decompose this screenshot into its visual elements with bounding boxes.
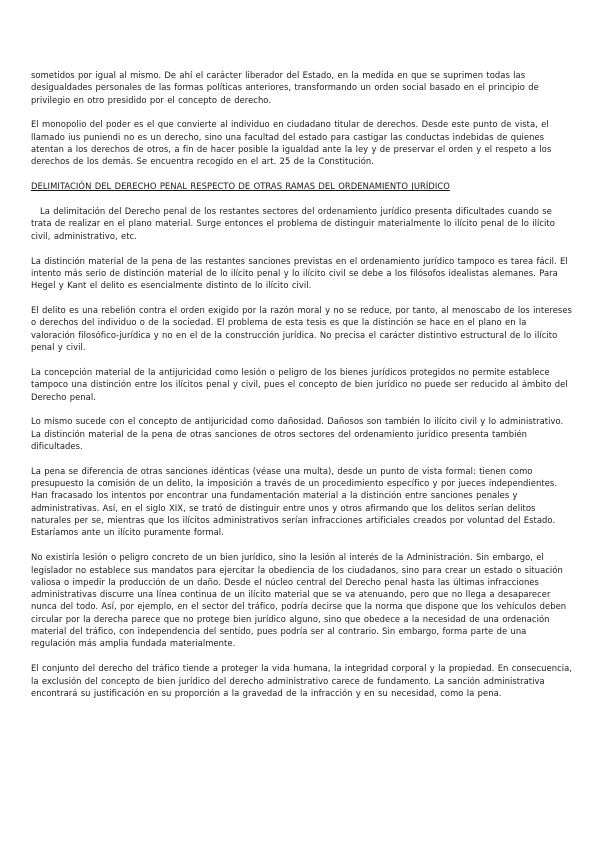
paragraph-delimitacion: La delimitación del Derecho penal de los restantes sectores del ordenamiento jurídico presenta dificultades cuando se trata de realizar en el plano material. Surge entonces el problema de distinguir materialmente lo ilícito penal de lo ilícito civil, administrativo, etc. <box>31 206 555 241</box>
paragraph-privilegio: sometidos por igual al mismo. De ahí el carácter liberador del Estado, en la medida en que se suprimen todas las desigualdades personales de las formas políticas anteriores, transformando un orden social basado en el principio de privilegio en otro presidido por el concepto de derecho. <box>31 70 539 105</box>
paragraph-antijuricidad: La concepción material de la antijuricidad como lesión o peligro de los bienes jurídicos protegidos no permite establece tampoco una distinción entre los ilícitos penal y civil, pues el concepto de bien jurídico no puede ser reducido al ámbito del Derecho penal. <box>31 366 568 402</box>
section-heading: DELIMITACIÓN DEL DERECHO PENAL RESPECTO DE OTRAS RAMAS DEL ORDENAMIENTO JURÍDICO <box>31 181 450 192</box>
paragraph-rebelion: El delito es una rebelión contra el orden exigido por la razón moral y no se reduce, por tanto, al menoscabo de los intereses o derechos del individuo o de la sociedad. El problema de esta tesis es que la distinción se hace en el plano en la valoración filosófico-jurídica y no en el de la construcción jurídica. No precisa el carácter distintivo estructural de lo ilícito penal y civil. <box>31 305 572 353</box>
paragraph-lesion-peligro: No existiría lesión o peligro concreto de un bien jurídico, sino la lesión al interés de la Administración. Sin embargo, el legislador no establece sus mandatos para ejercitar la obediencia de los ciudadanos, sino para crear un estado o situación valiosa o impedir la producción de un daño. Desde el núcleo central del Derecho penal hasta las últimas infracciones administrativas discurre una línea continua de un ilícito material que se va atenuando, pero que no llega a desaparecer nunca del todo. Así, por ejemplo, en el sector del tráfico, podría decirse que la norma que dispone que los vehículos deben circular por la derecha parece que no protege bien jurídico alguno, sino que obedece a la necesidad de una ordenación material del tráfico, con independencia del sentido, pues podría ser al contrario. Sin embargo, forma parte de una regulación más amplia fundada materialmente. <box>31 552 567 649</box>
document-page <box>31 69 572 712</box>
paragraph-trafico: El conjunto del derecho del tráfico tiende a proteger la vida humana, la integridad corporal y la propiedad. En consecuencia, la exclusión del concepto de bien jurídico del derecho administrativo carece de fundamento. La sanción administrativa encontrará su justificación en su proporción a la gravedad de la infracción y en su necesidad, como la pena. <box>31 663 573 698</box>
paragraph-monopolio-poder: El monopolio del poder es el que convierte al individuo en ciudadano titular de derechos. Desde este punto de vista, el llamado ius puniendi no es un derecho, sino una facultad del estado para castigar las conductas indebidas de quienes atentan a los derechos de otros, a fin de hacer posible la igualdad ante la ley y de preservar el orden y el respeto a los derechos de los demás. Se encuentra recogido en el art. 25 de la Constitución. <box>31 119 552 167</box>
paragraph-danosidad: Lo mismo sucede con el concepto de antijuricidad como dañosidad. Dañosos son también lo ilícito civil y lo administrativo. La distinción material de la pena de otras sanciones de otros sectores del ordenamiento jurídico presenta también dificultades. <box>31 416 564 451</box>
paragraph-pena-sanciones: La pena se diferencia de otras sanciones idénticas (véase una multa), desde un punto de vista formal: tienen como presupuesto la comisión de un delito, la imposición a través de un procedimiento específico y por jueces independientes. Han fracasado los intentos por encontrar una fundamentación material a la distinción entre sanciones penales y administrativas. Así, en el siglo XIX, se trató de distinguir entre unos y otros afirmando que los delitos serían delitos naturales per se, mientras que los ilícitos administrativos serían infracciones artificiales creados por voluntad del Estado. Estaríamos ante un ilícito puramente formal. <box>31 465 558 538</box>
paragraph-distincion-material: La distinción material de la pena de las restantes sanciones previstas en el ordenamiento jurídico tampoco es tarea fácil. El intento más serio de distinción material de lo ilícito penal y lo ilícito civil se debe a los filósofos idealistas alemanes. Para Hegel y Kant el delito es esencialmente distinto de lo ilícito civil. <box>31 255 568 291</box>
